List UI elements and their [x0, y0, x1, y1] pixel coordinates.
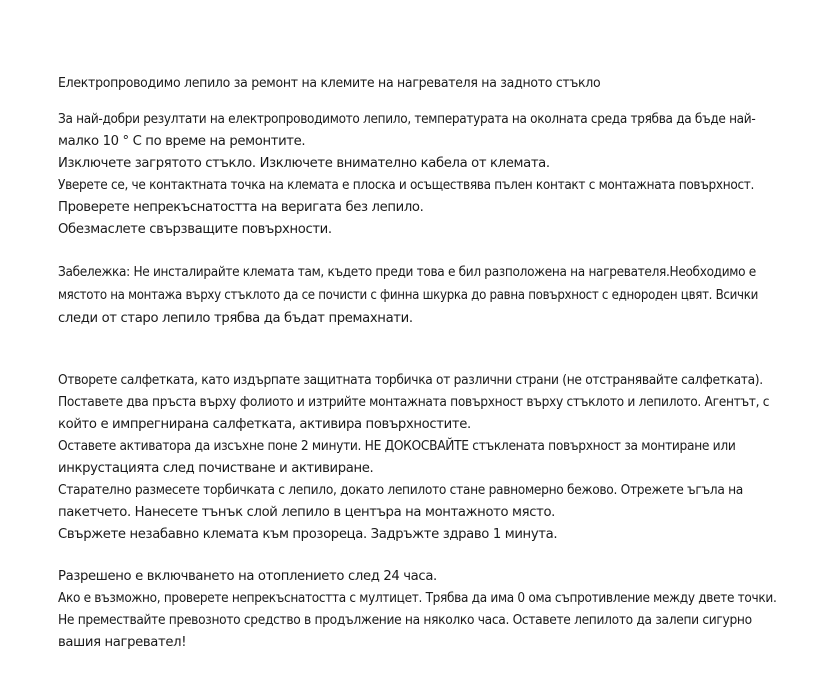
text-line: Не премествайте превозното средство в продължение на няколко часа. Оставете лепилото да залепи сигурно	[58, 613, 752, 628]
text-line: Изключете загрятото стъкло. Изключете внимателно кабела от клемата.	[58, 156, 550, 171]
section-preparation	[58, 109, 778, 241]
text-line: малко 10 ° С по време на ремонтите.	[58, 134, 306, 149]
document-title: Електропроводимо лепило за ремонт на клемите на нагревателя на задното стъкло	[58, 76, 601, 91]
text-line: Старателно размесете торбичката с лепило, докато лепилото стане равномерно бежово. Отрежете ъгъла на	[58, 483, 743, 498]
text-line: Уверете се, че контактната точка на клемата е плоска и осъществява пълен контакт с монтажната повърхност.	[58, 178, 755, 193]
text-line: мястото на монтажа върху стъклото да се почисти с финна шкурка до равна повърхност с еднороден цвят. Всички	[58, 288, 758, 303]
text-line: Обезмаслете свързващите повърхности.	[58, 222, 332, 237]
text-line: Свържете незабавно клемата към прозореца. Задръжте здраво 1 минута.	[58, 527, 558, 542]
document-body	[58, 74, 778, 674]
section-note	[58, 261, 778, 330]
text-line: Оставете активатора да изсъхне поне 2 минути. НЕ ДОКОСВАЙТЕ стъклената повърхност за монтиране или	[58, 439, 736, 454]
text-line: инкрустацията след почистване и активиране.	[58, 461, 374, 476]
text-line: който е импрегнирана салфетката, активира повърхностите.	[58, 417, 471, 432]
text-line: Поставете два пръста върху фолиото и изтрийте монтажната повърхност върху стъклото и лепилото. Агентът, с	[58, 395, 770, 410]
text-line: Ако е възможно, проверете непрекъснатостта с мултицет. Трябва да има 0 ома съпротивление между двете точки.	[58, 591, 777, 606]
text-line: Проверете непрекъснатостта на веригата без лепило.	[58, 200, 424, 215]
text-line: За най-добри резултати на електропроводимото лепило, температурата на околната среда трябва да бъде най-	[58, 112, 756, 127]
text-line: Разрешено е включването на отоплението след 24 часа.	[58, 569, 437, 584]
text-line: вашия нагревател!	[58, 635, 187, 650]
text-line: следи от старо лепило трябва да бъдат премахнати.	[58, 311, 413, 326]
text-line: Отворете салфетката, като издърпате защитната торбичка от различни страни (не отстранявайте салфетката).	[58, 373, 763, 388]
text-line: Забележка: Не инсталирайте клемата там, където преди това е бил разположена на нагревателя.Необходимо е	[58, 265, 756, 280]
text-line: пакетчето. Нанесете тънък слой лепило в центъра на монтажното място.	[58, 505, 556, 520]
section-application	[58, 370, 778, 546]
section-after	[58, 566, 778, 654]
